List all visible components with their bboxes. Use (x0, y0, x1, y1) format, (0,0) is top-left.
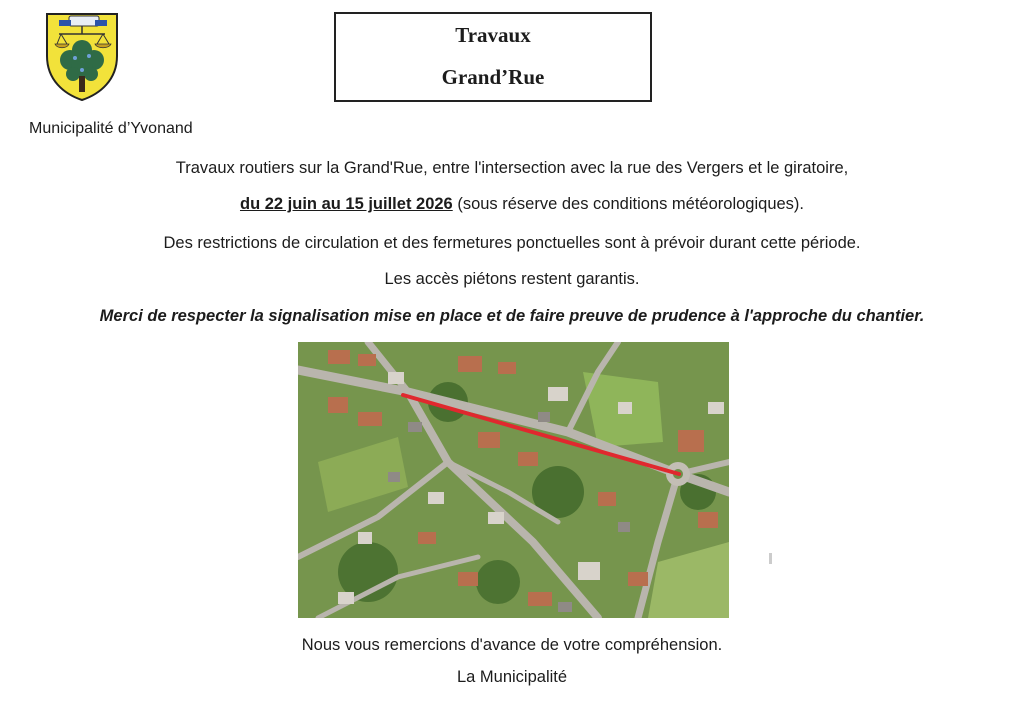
works-dates: du 22 juin au 15 juillet 2026 (239, 195, 453, 213)
coat-of-arms-icon (45, 12, 119, 102)
title-line-2: Grand’Rue (441, 65, 545, 89)
pedestrian-access-notice: Les accès piétons restent garantis. (384, 270, 640, 288)
title-box (334, 12, 652, 102)
thank-you-message: Nous vous remercions d'avance de votre compréhension. (301, 636, 723, 654)
scan-speck (768, 553, 774, 565)
signature: La Municipalité (456, 668, 568, 686)
weather-note: (sous réserve des conditions météorologiques). (452, 195, 804, 213)
title-line-1: Travaux (455, 23, 531, 47)
traffic-restrictions-notice: Des restrictions de circulation et des fermetures ponctuelles sont à prévoir durant cette période. (163, 234, 861, 252)
aerial-map (298, 342, 729, 618)
municipality-name: Municipalité d’Yvonand (29, 120, 193, 137)
works-period (10, 195, 1024, 214)
safety-request: Merci de respecter la signalisation mise en place et de faire preuve de prudence à l'approche du chantier. (99, 307, 925, 325)
works-description: Travaux routiers sur la Grand'Rue, entre l'intersection avec la rue des Vergers et le giratoire, (175, 159, 849, 177)
